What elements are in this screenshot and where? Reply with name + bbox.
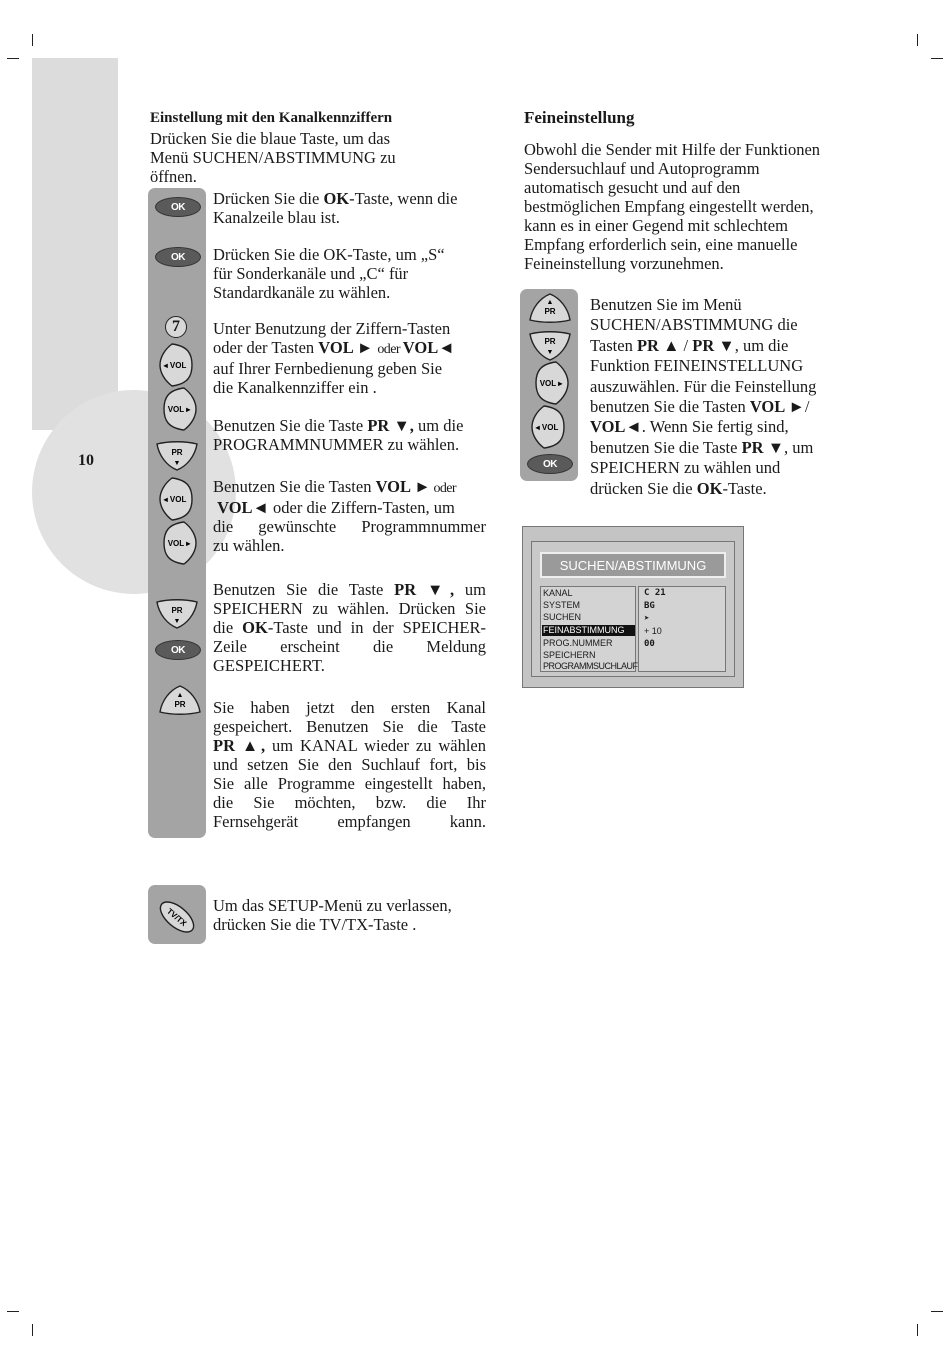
svg-text:▲: ▲ [176,692,184,699]
menu-value-fein: + 10 [644,626,662,636]
pr-down-button[interactable] [155,598,199,630]
svg-text:PR: PR [174,700,186,709]
section-heading: Feineinstellung [524,108,635,127]
crop-mark [917,1324,918,1336]
pr-up-button[interactable] [158,684,202,716]
svg-text:PR: PR [171,448,183,457]
menu-value-list [638,586,726,672]
intro-text: Drücken Sie die blaue Taste, um das Menü SUCHEN/ABSTIMMUNG zu öffnen. [150,129,396,186]
digit-7-button[interactable]: 7 [165,316,187,338]
svg-text:◂ VOL: ◂ VOL [163,495,187,504]
sidebar-tab [32,58,118,430]
ok-button[interactable]: OK [155,640,201,660]
step-text: Benutzen Sie die Taste PR ▼, um die PROGRAMMNUMMER zu wählen. [213,416,464,454]
exit-text: Um das SETUP-Menü zu verlassen, drücken Sie die TV/TX-Taste . [213,896,452,934]
vol-left-button[interactable] [158,476,194,522]
svg-text:◂ VOL: ◂ VOL [163,361,187,370]
menu-item-programmsuchlauf[interactable]: PROGRAMMSUCHLAUF [543,661,638,671]
svg-text:▼: ▼ [173,460,181,467]
tvtx-button[interactable] [156,896,198,938]
menu-item-suchen[interactable]: SUCHEN [543,612,582,622]
menu-value-prog: 00 [644,639,655,649]
step-text: Benutzen Sie im Menü SUCHEN/ABSTIMMUNG die Tasten PR ▲ / PR ▼, um die Funktion FEINEINSTELLUNG auszuwählen. Für die Feinstellung benutzen Sie die Tasten VOL ►/ VOL◄. Wenn Sie fertig sind, benutzen Sie die Taste PR ▼, um SPEICHERN zu wählen und drücken Sie die OK-Taste. [590,295,817,498]
vol-left-button[interactable] [158,342,194,388]
intro-text: Obwohl die Sender mit Hilfe der Funktionen Sendersuchlauf und Autoprogramm automatisch gesucht und auf den bestmöglichen Empfang eingestellt werden, kann es in einer Gegend mit schlechtem Empfang erforderlich sein, eine manuelle Feineinstellung vorzunehmen. [524,140,821,273]
page-number: 10 [78,452,94,469]
svg-text:◂ VOL: ◂ VOL [535,423,559,432]
menu-title: SUCHEN/ABSTIMMUNG [540,552,726,578]
tv-menu-panel [531,541,735,677]
crop-mark [32,34,33,46]
tv-menu-screenshot [522,526,744,688]
crop-mark [917,34,918,46]
step-text: Benutzen Sie die Tasten VOL ► oder VOL◄ oder die Ziffern-Tasten, um die gewünschte Programmnummer zu wählen. [213,477,486,555]
svg-text:PR: PR [171,606,183,615]
ok-button[interactable]: OK [155,197,201,217]
svg-text:PR: PR [544,307,556,316]
ok-button[interactable]: OK [527,454,573,474]
svg-text:VOL ▸: VOL ▸ [539,379,563,388]
step-text: Unter Benutzung der Ziffern-Tasten oder der Tasten VOL ► oder VOL◄ auf Ihrer Fernbedienung geben Sie die Kanalkennziffer ein . [213,319,455,397]
menu-item-feinabstimmung[interactable]: FEINABSTIMMUNG [542,625,635,636]
vol-right-button[interactable] [534,360,570,406]
pr-down-button[interactable] [155,440,199,472]
svg-text:VOL ▸: VOL ▸ [167,539,191,548]
crop-mark [7,58,19,59]
step-text: Drücken Sie die OK-Taste, um „S“ für Sonderkanäle und „C“ für Standardkanäle zu wählen. [213,245,445,302]
svg-text:▼: ▼ [173,618,181,625]
section-heading: Einstellung mit den Kanalkennziffern [150,110,393,126]
pr-down-button[interactable] [528,330,572,362]
menu-item-prog-nummer[interactable]: PROG.NUMMER [543,638,613,648]
pr-up-button[interactable] [528,292,572,324]
crop-mark [32,1324,33,1336]
crop-mark [931,1311,943,1312]
svg-text:TV/TX: TV/TX [165,906,189,929]
svg-text:VOL ▸: VOL ▸ [167,405,191,414]
menu-item-system[interactable]: SYSTEM [543,600,581,610]
menu-label-list [540,586,636,672]
vol-right-button[interactable] [162,520,198,566]
svg-text:▼: ▼ [546,349,554,356]
vol-right-button[interactable] [162,386,198,432]
menu-item-speichern[interactable]: SPEICHERN [543,650,596,660]
step-text: Sie haben jetzt den ersten Kanal gespeichert. Benutzen Sie die Taste PR ▲, um KANAL wieder zu wählen und setzen Sie den Suchlauf fort, bis Sie alle Programme eingestellt haben, die Sie möchten, bzw. die Ihr Fernsehgerät empfangen kann. [213,698,486,831]
crop-mark [931,58,943,59]
step-text: Benutzen Sie die Taste PR ▼, um SPEICHERN zu wählen. Drücken Sie die OK-Taste und in der SPEICHER- Zeile erscheint die Meldung GESPEICHERT. [213,580,486,675]
menu-value-suchen: ➤ [644,614,650,624]
menu-value-system: BG [644,601,655,611]
menu-value-kanal: C 21 [644,588,666,598]
svg-text:PR: PR [544,337,556,346]
svg-text:▲: ▲ [546,299,554,306]
vol-left-button[interactable] [530,404,566,450]
crop-mark [7,1311,19,1312]
ok-button[interactable]: OK [155,247,201,267]
step-text: Drücken Sie die OK-Taste, wenn die Kanalzeile blau ist. [213,189,458,227]
menu-item-kanal[interactable]: KANAL [543,588,573,598]
